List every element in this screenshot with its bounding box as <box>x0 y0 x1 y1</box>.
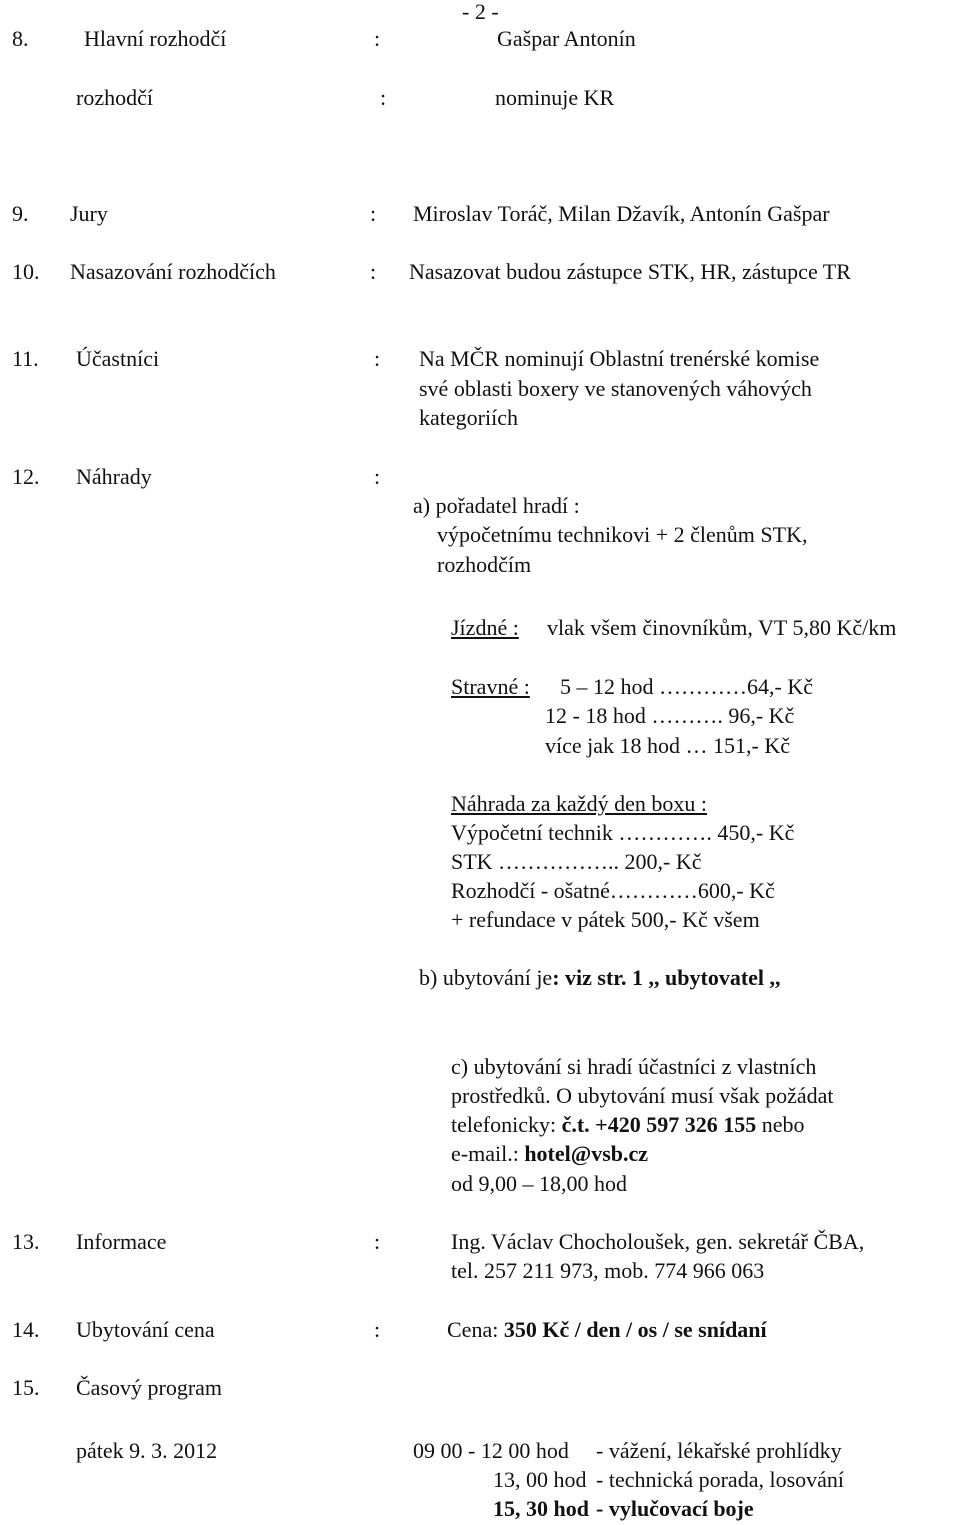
item-colon: : <box>374 464 381 489</box>
item-label: Účastníci <box>76 346 160 371</box>
nahrada-row: Rozhodčí - ošatné…………600,- Kč <box>451 878 775 903</box>
section-a-heading: a) pořadatel hradí : <box>413 493 580 518</box>
item-colon: : <box>374 1317 381 1342</box>
section-a-line: rozhodčím <box>437 552 532 577</box>
email-prefix: e-mail.: <box>451 1141 525 1166</box>
item-label: Ubytování cena <box>76 1317 215 1342</box>
program-day: pátek 9. 3. 2012 <box>76 1438 218 1463</box>
section-c-phone <box>451 1114 804 1136</box>
item-value-line: Na MČR nominují Oblastní trenérské komise <box>419 346 820 371</box>
program-desc: - technická porada, losování <box>596 1467 845 1492</box>
item-label: Hlavní rozhodčí <box>84 26 227 51</box>
item-colon: : <box>370 201 377 226</box>
nahrada-row: Výpočetní technik …………. 450,- Kč <box>451 820 795 845</box>
section-b-bold: : viz str. 1 ,, ubytovatel ,, <box>552 965 781 990</box>
program-time: 13, 00 hod <box>493 1467 587 1492</box>
price-value <box>447 1319 767 1341</box>
item-colon: : <box>374 26 381 51</box>
item-value-line: kategoriích <box>419 405 518 430</box>
phone-number: č.t. +420 597 326 155 <box>561 1112 757 1137</box>
item-number: 9. <box>12 201 29 226</box>
item-label: Časový program <box>76 1375 223 1400</box>
section-c-line: c) ubytování si hradí účastníci z vlastních <box>451 1054 817 1079</box>
item-number: 8. <box>12 26 29 51</box>
program-desc: - vážení, lékařské prohlídky <box>596 1438 842 1463</box>
section-c-line: prostředků. O ubytování musí však požádat <box>451 1083 834 1108</box>
nahrada-row: STK …………….. 200,- Kč <box>451 849 702 874</box>
item-label: Náhrady <box>76 464 152 489</box>
item-colon: : <box>374 346 381 371</box>
phone-suffix: nebo <box>756 1112 805 1137</box>
item-value: Miroslav Toráč, Milan Džavík, Antonín Gašpar <box>413 201 830 226</box>
section-c-email <box>451 1143 648 1165</box>
price-prefix: Cena: <box>447 1317 504 1342</box>
section-c-hours: od 9,00 – 18,00 hod <box>451 1171 627 1196</box>
sub-value: nominuje KR <box>495 85 615 110</box>
item-value: Gašpar Antonín <box>497 26 636 51</box>
item-number: 10. <box>12 259 40 284</box>
nahrada-title <box>451 793 707 815</box>
program-time: 15, 30 hod <box>493 1496 589 1521</box>
sub-label: rozhodčí <box>76 85 153 110</box>
stravne-row: více jak 18 hod … 151,- Kč <box>545 733 790 758</box>
item-label: Nasazování rozhodčích <box>70 259 276 284</box>
jizdne-label: Jízdné : <box>451 615 519 640</box>
item-colon: : <box>374 1229 381 1254</box>
section-b-prefix: b) ubytování je <box>419 965 553 990</box>
item-number: 13. <box>12 1229 40 1254</box>
email-address: hotel@vsb.cz <box>524 1141 649 1166</box>
item-number: 14. <box>12 1317 40 1342</box>
item-label: Informace <box>76 1229 167 1254</box>
phone-prefix: telefonicky: <box>451 1112 562 1137</box>
jizdne-value: vlak všem činovníkům, VT 5,80 Kč/km <box>547 615 897 640</box>
section-a-line: výpočetnímu technikovi + 2 členům STK, <box>437 522 808 547</box>
stravne-row: 12 - 18 hod ………. 96,- Kč <box>545 703 795 728</box>
stravne-label: Stravné : <box>451 674 530 699</box>
stravne-row: 5 – 12 hod …………64,- Kč <box>560 674 813 699</box>
item-value: Nasazovat budou zástupce STK, HR, zástupce TR <box>409 259 851 284</box>
item-label: Jury <box>70 201 108 226</box>
item-number: 11. <box>12 346 39 371</box>
item-value-line: své oblasti boxery ve stanovených váhových <box>419 376 812 401</box>
program-desc: - vylučovací boje <box>596 1496 754 1521</box>
item-number: 12. <box>12 464 40 489</box>
section-b-line <box>419 967 781 989</box>
nahrada-title-text: Náhrada za každý den boxu : <box>451 791 707 816</box>
item-colon: : <box>370 259 377 284</box>
item-number: 15. <box>12 1375 40 1400</box>
item-value-line: tel. 257 211 973, mob. 774 966 063 <box>451 1258 765 1283</box>
page-number: - 2 - <box>462 0 499 24</box>
nahrada-row: + refundace v pátek 500,- Kč všem <box>451 907 760 932</box>
price-bold: 350 Kč / den / os / se snídaní <box>503 1317 767 1342</box>
sub-colon: : <box>380 85 387 110</box>
program-time: 09 00 - 12 00 hod <box>413 1438 569 1463</box>
item-value-line: Ing. Václav Chocholoušek, gen. sekretář ČBA, <box>451 1229 865 1254</box>
